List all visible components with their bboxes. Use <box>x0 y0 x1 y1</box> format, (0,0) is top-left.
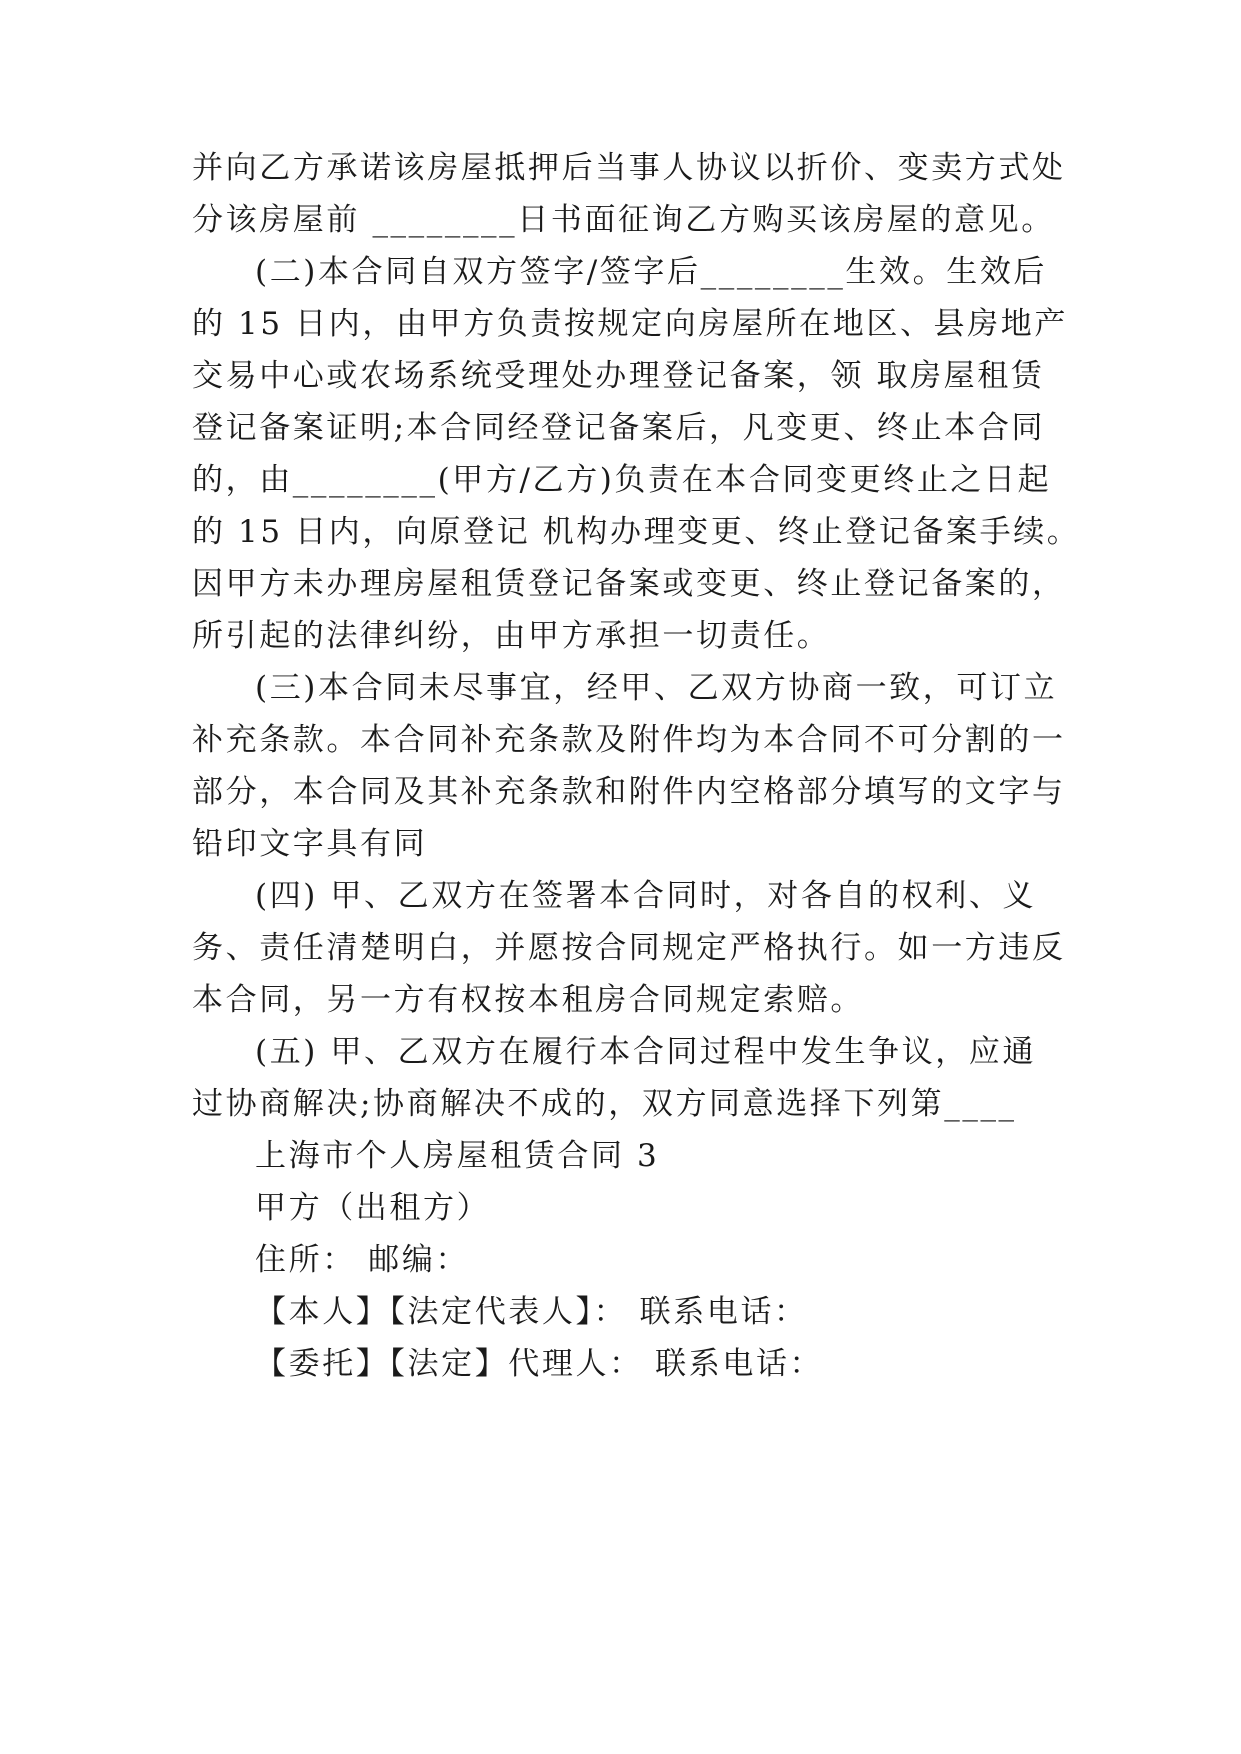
text-line: 的 15 日内，向原登记 机构办理变更、终止登记备案手续。 <box>192 514 1081 550</box>
text-line: 所引起的法律纠纷，由甲方承担一切责任。 <box>192 618 831 654</box>
paragraph-start-line: (二)本合同自双方签字/签字后________生效。生效后 <box>255 254 1048 290</box>
text-line: 登记备案证明;本合同经登记备案后，凡变更、终止本合同 <box>192 410 1046 446</box>
representative-line: 【本人】【法定代表人】： 联系电话： <box>255 1294 808 1330</box>
text-line: 并向乙方承诺该房屋抵押后当事人协议以折价、变卖方式处 <box>192 150 1066 186</box>
text-line: 本合同，另一方有权按本租房合同规定索赔。 <box>192 982 864 1018</box>
text-line: 交易中心或农场系统受理处办理登记备案，领 取房屋租赁 <box>192 358 1045 394</box>
agent-line: 【委托】【法定】代理人： 联系电话： <box>255 1346 824 1382</box>
text-line: 分该房屋前 ________日书面征询乙方购买该房屋的意见。 <box>192 202 1055 238</box>
paragraph-start-line: (五) 甲、乙双方在履行本合同过程中发生争议，应通 <box>255 1034 1037 1070</box>
address-line: 住所： 邮编： <box>255 1242 470 1278</box>
party-heading: 甲方（出租方） <box>255 1190 491 1226</box>
paragraph-start-line: (三)本合同未尽事宜，经甲、乙双方协商一致，可订立 <box>255 670 1058 706</box>
text-line: 务、责任清楚明白，并愿按合同规定严格执行。如一方违反 <box>192 930 1066 966</box>
text-line: 的 15 日内，由甲方负责按规定向房屋所在地区、县房地产 <box>192 306 1068 342</box>
text-line: 铅印文字具有同 <box>192 826 428 862</box>
text-line: 补充条款。本合同补充条款及附件均为本合同不可分割的一 <box>192 722 1066 758</box>
text-line: 部分，本合同及其补充条款和附件内空格部分填写的文字与 <box>192 774 1066 810</box>
text-line: 的，由________(甲方/乙方)负责在本合同变更终止之日起 <box>192 462 1052 498</box>
text-line: 因甲方未办理房屋租赁登记备案或变更、终止登记备案的， <box>192 566 1066 602</box>
paragraph-start-line: (四) 甲、乙双方在签署本合同时，对各自的权利、义 <box>255 878 1037 914</box>
text-line: 过协商解决;协商解决不成的，双方同意选择下列第____ <box>192 1086 1017 1122</box>
section-title: 上海市个人房屋租赁合同 3 <box>255 1138 660 1174</box>
